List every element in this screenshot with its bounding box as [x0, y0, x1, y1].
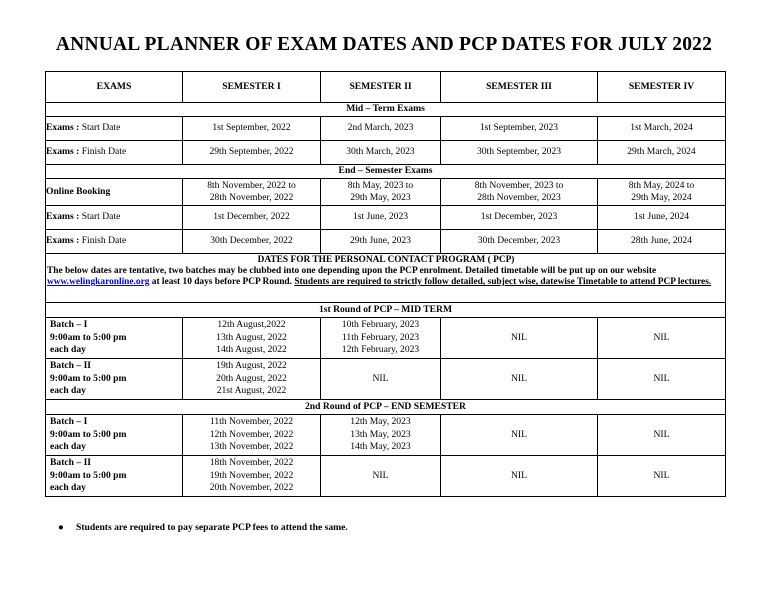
batch-label: Batch – I 9:00am to 5:00 pm each day — [46, 415, 183, 456]
mid-term-heading: Mid – Term Exams — [46, 103, 726, 117]
row-label: Exams : Finish Date — [46, 141, 183, 165]
header-semester-4: SEMESTER IV — [598, 72, 726, 103]
table-cell: 2nd March, 2023 — [321, 117, 441, 141]
pcp-info — [46, 254, 726, 303]
header-semester-3: SEMESTER III — [441, 72, 598, 103]
table-row — [46, 141, 726, 165]
pcp-title: DATES FOR THE PERSONAL CONTACT PROGRAM ( PCP) — [257, 255, 515, 265]
table-row — [46, 206, 726, 230]
table-cell: 29th March, 2024 — [598, 141, 726, 165]
batch-label: Batch – II 9:00am to 5:00 pm each day — [46, 359, 183, 400]
end-sem-heading: End – Semester Exams — [46, 165, 726, 179]
table-row — [46, 456, 726, 497]
header-row — [46, 72, 726, 103]
table-cell: 1st September, 2022 — [183, 117, 321, 141]
table-cell: 28th June, 2024 — [598, 230, 726, 254]
table-cell: 1st June, 2023 — [321, 206, 441, 230]
table-cell: NIL — [321, 456, 441, 497]
table-cell: 29th September, 2022 — [183, 141, 321, 165]
table-cell: 1st December, 2023 — [441, 206, 598, 230]
round2-heading: 2nd Round of PCP – END SEMESTER — [46, 400, 726, 415]
table-cell: 19th August, 2022 20th August, 2022 21st August, 2022 — [183, 359, 321, 400]
table-cell: NIL — [441, 359, 598, 400]
fee-note — [58, 522, 348, 533]
planner-table — [45, 71, 726, 497]
table-row — [46, 415, 726, 456]
table-cell: 30th March, 2023 — [321, 141, 441, 165]
table-cell: NIL — [441, 318, 598, 359]
table-row — [46, 117, 726, 141]
table-cell: 1st September, 2023 — [441, 117, 598, 141]
table-cell: 18th November, 2022 19th November, 2022 20th November, 2022 — [183, 456, 321, 497]
header-semester-1: SEMESTER I — [183, 72, 321, 103]
table-cell: 12th August,2022 13th August, 2022 14th August, 2022 — [183, 318, 321, 359]
end-sem-heading-row — [46, 165, 726, 179]
website-link[interactable]: www.welingkaronline.org — [47, 277, 150, 287]
table-cell: NIL — [598, 415, 726, 456]
header-semester-2: SEMESTER II — [321, 72, 441, 103]
table-cell: NIL — [441, 415, 598, 456]
bullet-icon: ● — [58, 522, 64, 533]
table-row — [46, 318, 726, 359]
table-row — [46, 230, 726, 254]
round2-heading-row — [46, 400, 726, 415]
table-cell: 10th February, 2023 11th February, 2023 12th February, 2023 — [321, 318, 441, 359]
table-cell: 8th November, 2022 to 28th November, 2022 — [183, 179, 321, 206]
mid-term-heading-row — [46, 103, 726, 117]
table-cell: 8th May, 2023 to 29th May, 2023 — [321, 179, 441, 206]
table-cell: NIL — [598, 456, 726, 497]
table-cell: 29th June, 2023 — [321, 230, 441, 254]
pcp-info-row — [46, 254, 726, 303]
table-cell: 30th September, 2023 — [441, 141, 598, 165]
table-cell: 1st December, 2022 — [183, 206, 321, 230]
round1-heading-row — [46, 303, 726, 318]
table-row — [46, 359, 726, 400]
table-cell: NIL — [598, 359, 726, 400]
pcp-text: The below dates are tentative, two batches may be clubbed into one depending upon the PCP enrolment. Detailed timetable will be put up on our website — [47, 266, 657, 276]
table-cell: 8th May, 2024 to 29th May, 2024 — [598, 179, 726, 206]
row-label: Exams : Finish Date — [46, 230, 183, 254]
page-title: ANNUAL PLANNER OF EXAM DATES AND PCP DATES FOR JULY 2022 — [55, 34, 713, 55]
table-cell: 30th December, 2023 — [441, 230, 598, 254]
table-row — [46, 179, 726, 206]
batch-label: Batch – I 9:00am to 5:00 pm each day — [46, 318, 183, 359]
table-cell: NIL — [441, 456, 598, 497]
table-cell: NIL — [321, 359, 441, 400]
table-cell: 1st March, 2024 — [598, 117, 726, 141]
table-cell: NIL — [598, 318, 726, 359]
table-cell: 12th May, 2023 13th May, 2023 14th May, 2023 — [321, 415, 441, 456]
pcp-instruction: Students are required to strictly follow detailed, subject wise, datewise Timetable to attend PCP lectures. — [294, 277, 712, 287]
table-cell: 11th November, 2022 12th November, 2022 13th November, 2022 — [183, 415, 321, 456]
row-label: Online Booking — [46, 179, 183, 206]
row-label: Exams : Start Date — [46, 206, 183, 230]
table-cell: 8th November, 2023 to 28th November, 2023 — [441, 179, 598, 206]
header-exams: EXAMS — [46, 72, 183, 103]
batch-label: Batch – II 9:00am to 5:00 pm each day — [46, 456, 183, 497]
row-label: Exams : Start Date — [46, 117, 183, 141]
pcp-text: at least 10 days before PCP Round. — [149, 277, 295, 287]
fee-note-text: Students are required to pay separate PCP fees to attend the same. — [76, 522, 348, 533]
round1-heading: 1st Round of PCP – MID TERM — [46, 303, 726, 318]
table-cell: 1st June, 2024 — [598, 206, 726, 230]
table-cell: 30th December, 2022 — [183, 230, 321, 254]
